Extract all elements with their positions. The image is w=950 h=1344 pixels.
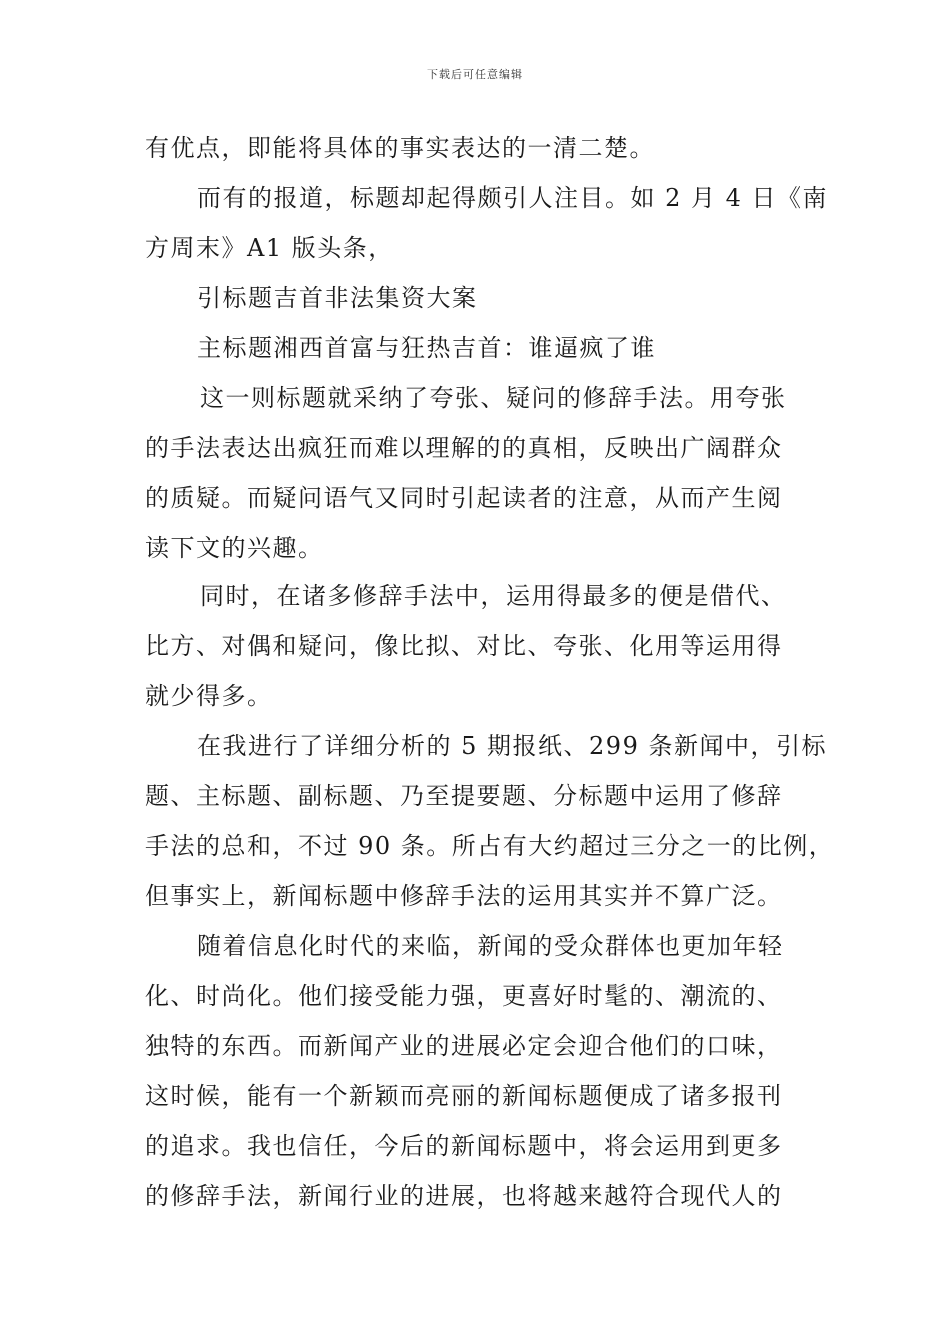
page-header: 下载后可任意编辑 xyxy=(427,68,523,81)
text-line: 这时候，能有一个新颖而亮丽的新闻标题便成了诸多报刊 xyxy=(145,1082,783,1110)
text-line: 的手法表达出疯狂而难以理解的的真相，反映出广阔群众 xyxy=(145,434,783,462)
text-line: 同时，在诸多修辞手法中，运用得最多的便是借代、 xyxy=(200,582,787,610)
text-line: 但事实上，新闻标题中修辞手法的运用其实并不算广泛。 xyxy=(145,882,783,910)
text-line: 这一则标题就采纳了夸张、疑问的修辞手法。用夸张 xyxy=(200,384,787,412)
text-line: 就少得多。 xyxy=(145,682,273,710)
text-line: 引标题吉首非法集资大案 xyxy=(197,284,478,312)
text-line: 的质疑。而疑问语气又同时引起读者的注意，从而产生阅 xyxy=(145,484,783,512)
text-line: 有优点，即能将具体的事实表达的一清二楚。 xyxy=(145,134,655,162)
text-line: 随着信息化时代的来临，新闻的受众群体也更加年轻 xyxy=(197,932,784,960)
text-line: 化、时尚化。他们接受能力强，更喜好时髦的、潮流的、 xyxy=(145,982,783,1010)
text-line: 独特的东西。而新闻产业的进展必定会迎合他们的口味， xyxy=(145,1032,783,1060)
text-line: 的追求。我也信任，今后的新闻标题中，将会运用到更多 xyxy=(145,1132,783,1160)
text-line: 题、主标题、副标题、乃至提要题、分标题中运用了修辞 xyxy=(145,782,783,810)
text-line: 方周末》A1 版头条， xyxy=(145,234,394,262)
text-line: 手法的总和，不过 90 条。所占有大约超过三分之一的比例， xyxy=(145,832,835,860)
text-line: 的修辞手法，新闻行业的进展，也将越来越符合现代人的 xyxy=(145,1182,783,1210)
text-line: 主标题湘西首富与狂热吉首：谁逼疯了谁 xyxy=(197,334,656,362)
text-line: 而有的报道，标题却起得颇引人注目。如 2 月 4 日《南 xyxy=(197,184,829,212)
text-line: 比方、对偶和疑问，像比拟、对比、夸张、化用等运用得 xyxy=(145,632,783,660)
text-line: 读下文的兴趣。 xyxy=(145,534,324,562)
text-line: 在我进行了详细分析的 5 期报纸、299 条新闻中，引标 xyxy=(197,732,827,760)
